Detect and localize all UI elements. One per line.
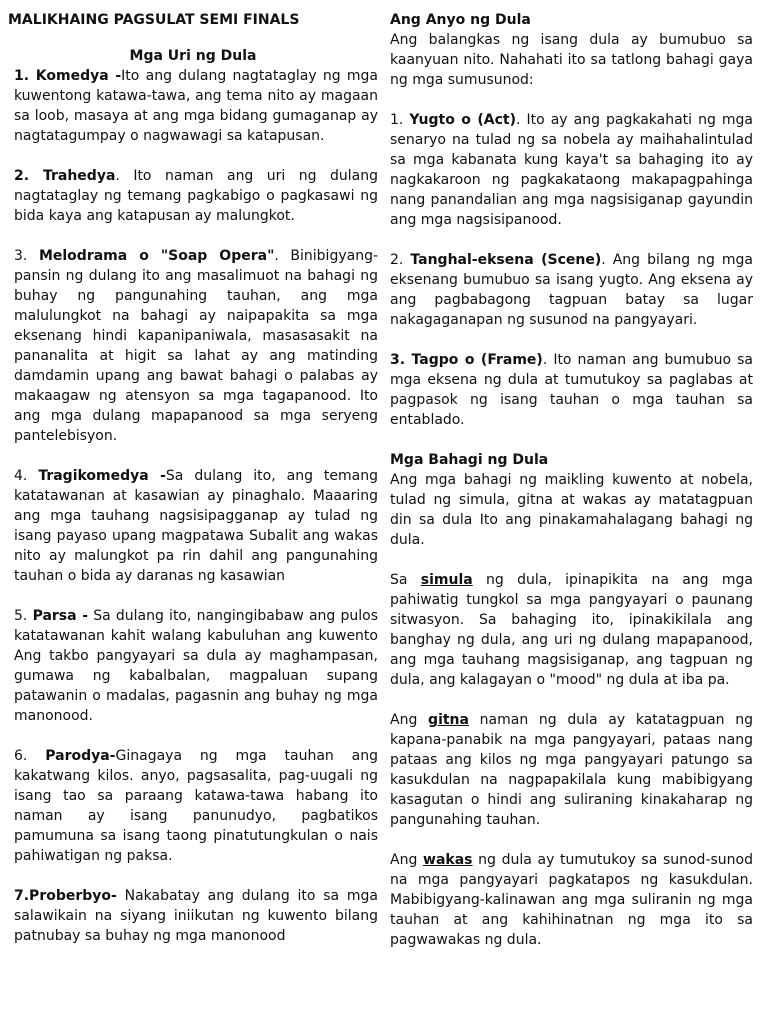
bahagi-item-text: ng dula, ipinapikita na ang mga pahiwatig tungkol sa mga pangyayari o paunang sitwasyon. Sa bahaging ito, ipinakikilala ang banghay ng dula, ang uri ng dulang mapapanood, ang mga tauhang magsisiganap, ang tagpuan ng dula, ang kalagayan o "mood" ng dula at iba pa. [390, 572, 753, 688]
uri-item-lead: 6. [14, 748, 46, 764]
bahagi-item-text: naman ng dula ay katatagpuan ng kapana-panabik na mga pangyayari, pataas nang pataas ang kilos ng mga pangyayari patungo sa kasukdulan na nagpapakilala kung mabibigyang kasagutan o hindi ang suliraning kinakaharap ng pangunahing tauhan. [390, 712, 754, 828]
section-title-uri: Mga Uri ng Dula [129, 48, 257, 64]
uri-item-lead: 4. [14, 468, 39, 484]
bahagi-item-keyword: wakas [423, 852, 473, 868]
uri-item-text: Ito ang dulang nagtataglay ng mga kuwentong katawa-tawa, ang tema nito ay magaan sa loob, masaya at ang mga bidang gumaganap ay nagtatagumpay o nagwawagi sa katapusan. [14, 68, 378, 144]
anyo-item-lead: 1. [390, 112, 410, 128]
uri-item-tragikomedya [14, 466, 378, 586]
uri-item-text: . Ito naman ang uri ng dulang nagtataglay ng temang pagkabigo o pagkasawi ng bida kaya ang katapusan ay malungkot. [14, 168, 379, 224]
bahagi-item-gitna [390, 710, 753, 830]
uri-item-text: Sa dulang ito, ang temang katatawanan at kasawian ay pinaghalo. Maaaring ang mga tauhang nagsisipagganap ay tulad ng isang payaso upang magpatawa Subalit ang wakas nito ay malungkot pa rin dahil ang pangunahing tauhan o bida ay daranas ng kasawian [14, 468, 378, 584]
anyo-item-text: . Ito ay ang pagkakahati ng mga senaryo na tulad ng sa nobela ay maihahalintulad sa mga kabanata kung kaya't sa bahaging ito ay nagkakaroon ng pagkakataong makapagpahinga nang panandalian ang mga nagsisiganap gayundin ang mga nagsisipanood. [390, 112, 753, 228]
uri-item-melodrama [14, 246, 378, 446]
bahagi-item-text: ng dula ay tumutukoy sa sunod-sunod na mga pangyayari pagkatapos ng kasukdulan. Mabibigyang-kalinawan ang mga suliranin ng mga tauhan at ang kahihinatnan ng mga ito sa pagwawakas ng dula. [390, 852, 753, 948]
uri-item-parsa [14, 606, 378, 726]
bahagi-item-pre: Ang [390, 712, 429, 728]
anyo-item-term: Yugto o (Act) [409, 112, 516, 128]
uri-item-term: Parodya- [45, 748, 116, 764]
anyo-item-text: . Ang bilang ng mga eksenang bumubuo sa isang yugto. Ang eksena ay ang pagbabagong tagpuan batay sa lugar nakagaganapan ng susunod na pangyayari. [390, 252, 753, 328]
document-title: MALIKHAING PAGSULAT SEMI FINALS [8, 12, 300, 28]
uri-item-text: Nakabatay ang dulang ito sa mga salawikain na siyang iniikutan ng kuwento bilang patnubay sa buhay ng mga manonood [14, 888, 378, 944]
anyo-item-text: . Ito naman ang bumubuo sa mga eksena ng dula at tumutukoy sa paglabas at pagpasok ng isang tauhan o mga tauhan sa entablado. [390, 352, 754, 428]
uri-item-lead: 5. [14, 608, 33, 624]
uri-item-lead: 2. [14, 168, 43, 184]
anyo-item-term: 3. Tagpo o (Frame) [390, 352, 543, 368]
bahagi-item-wakas [390, 850, 753, 950]
uri-item-term: Trahedya [42, 168, 116, 184]
uri-item-text: Ginagaya ng mga tauhan ang kakatwang kilos. anyo, pagsasalita, pag-uugali ng isang tao sa paraang katawa-tawa habang ito naman ay isang panunudyo, pagbatikos pamumuna sa isang taong pinatutungkulan o nais pahiwatigan ng paksa. [14, 748, 378, 864]
uri-item-term: Komedya - [35, 68, 122, 84]
uri-item-text: . Binibigyang-pansin ng dulang ito ang masalimuot na bahagi ng buhay ng pangunahing tauhan, ang mga malulungkot na bahagi ay naipapakita sa mga eksenang hindi kapanipaniwala, masasasakit na pananalita at higit sa lahat ay ang matinding damdamin upang ang bawat bahagi o palabas ay makaagaw ng atensyon sa mga tagapanood. Ito ang mga dulang mapapanood sa mga seryeng pantelebisyon. [14, 248, 379, 444]
bahagi-item-pre: Ang [390, 852, 424, 868]
right-column [390, 10, 753, 950]
uri-item-term: Melodrama o "Soap Opera" [38, 248, 275, 264]
anyo-item-lead: 2. [390, 252, 411, 268]
uri-item-term: Tragikomedya - [38, 468, 166, 484]
section-title-anyo: Ang Anyo ng Dula [390, 12, 531, 28]
uri-item-lead: 1. [14, 68, 36, 84]
section-title-bahagi: Mga Bahagi ng Dula [390, 452, 549, 468]
anyo-intro: Ang balangkas ng isang dula ay bumubuo sa kaanyuan nito. Nahahati ito sa tatlong bahagi gaya ng mga sumusunod: [390, 32, 753, 88]
bahagi-item-keyword: gitna [428, 712, 469, 728]
anyo-item-tagpo [390, 350, 753, 430]
uri-item-komedya [14, 66, 378, 146]
uri-item-term: Parsa - [32, 608, 89, 624]
uri-item-term: 7.Proberbyo- [14, 888, 117, 904]
uri-item-text: Sa dulang ito, nangingibabaw ang pulos katatawanan kahit walang kabuluhan ang kuwento Ang takbo pangyayari sa dula ay maghampasan, gumawa ng kabalbalan, magpaluan supang patawanin o madalas, pagasnin ang buhay ng mga manonood. [14, 608, 379, 724]
bahagi-item-simula [390, 570, 753, 690]
uri-item-proberbyo [14, 886, 378, 946]
anyo-item-yugto [390, 110, 753, 230]
anyo-item-term: Tanghal-eksena (Scene) [410, 252, 602, 268]
left-column [8, 10, 379, 946]
bahagi-intro: Ang mga bahagi ng maikling kuwento at nobela, tulad ng simula, gitna at wakas ay matatagpuan din sa dula Ito ang pinakamahalagang bahagi ng dula. [390, 472, 753, 548]
uri-item-lead: 3. [14, 248, 39, 264]
bahagi-item-keyword: simula [420, 572, 473, 588]
uri-item-parodya [14, 746, 378, 866]
uri-item-trahedya [14, 166, 378, 226]
bahagi-item-pre: Sa [390, 572, 421, 588]
anyo-item-tanghal-eksena [390, 250, 753, 330]
